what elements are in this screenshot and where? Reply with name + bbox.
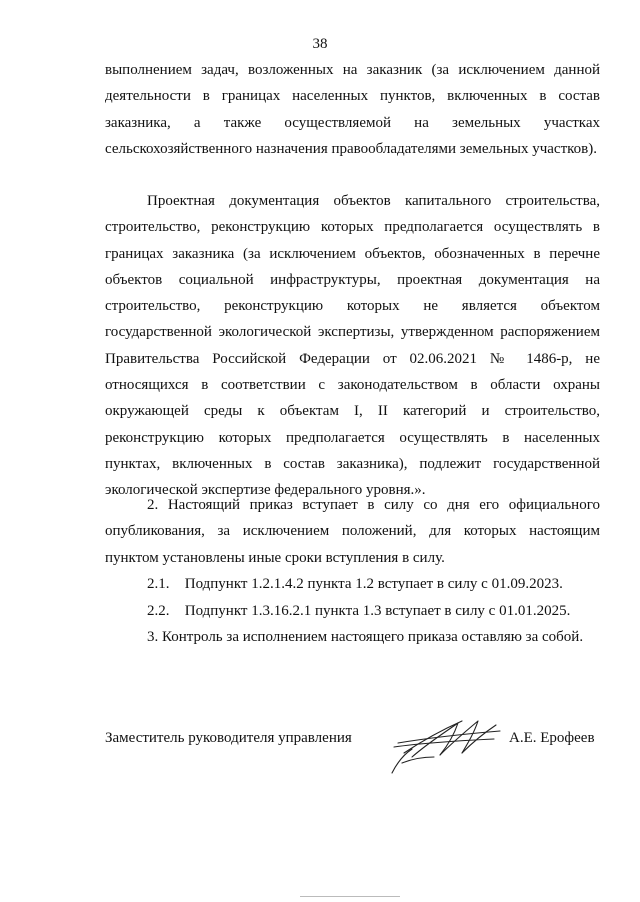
handwritten-signature [382,713,512,775]
scan-artifact-line [300,896,400,897]
paragraph-item-2: 2. Настоящий приказ вступает в силу со дня его официального опубликования, за исключением положений, для которых настоящим пунктом установлены иные сроки вступления в силу. [105,497,600,566]
list-item-2-2 [147,598,602,624]
paragraph-item-3: 3. Контроль за исполнением настоящего приказа оставляю за собой. [147,629,584,645]
page-number: 38 [312,36,328,52]
signatory-name: А.Е. Ерофеев [509,730,595,746]
list-item-text: Подпункт 1.2.1.4.2 пункта 1.2 вступает в силу с 01.09.2023. [184,576,563,592]
list-item-2-1 [147,571,602,597]
list-item-number: 2.1. [147,576,170,592]
list-item-text: Подпункт 1.3.16.2.1 пункта 1.3 вступает в силу с 01.01.2025. [184,603,571,619]
signatory-title: Заместитель руководителя управления [105,730,352,746]
paragraph-continuation: выполнением задач, возложенных на заказник (за исключением данной деятельности в границах населенных пунктов, включенных в состав заказника, а также осуществляемой на земельных участках сельскохозяйственного назначения правообладателями земельных участков). [105,62,600,157]
paragraph-project-documentation: Проектная документация объектов капитального строительства, строительство, реконструкцию которых предполагается осуществлять в границах заказника (за исключением объектов, обозначенных в перечне объектов социальной инфраструктуры, проектная документация на строительство, реконструкцию которых не является объектом государственной экологической экспертизы, утвержденном распоряжением Правительства Российской Федерации от 02.06.2021 № 1486-р, не относящихся в соответствии с законодательством в области охраны окружающей среды к объектам I, II категорий и строительство, реконструкцию которых предполагается осуществлять в населенных пунктах, включенных в состав заказника), подлежит государственной экологической экспертизе федерального уровня.». [105,193,600,499]
list-item-number: 2.2. [147,603,170,619]
